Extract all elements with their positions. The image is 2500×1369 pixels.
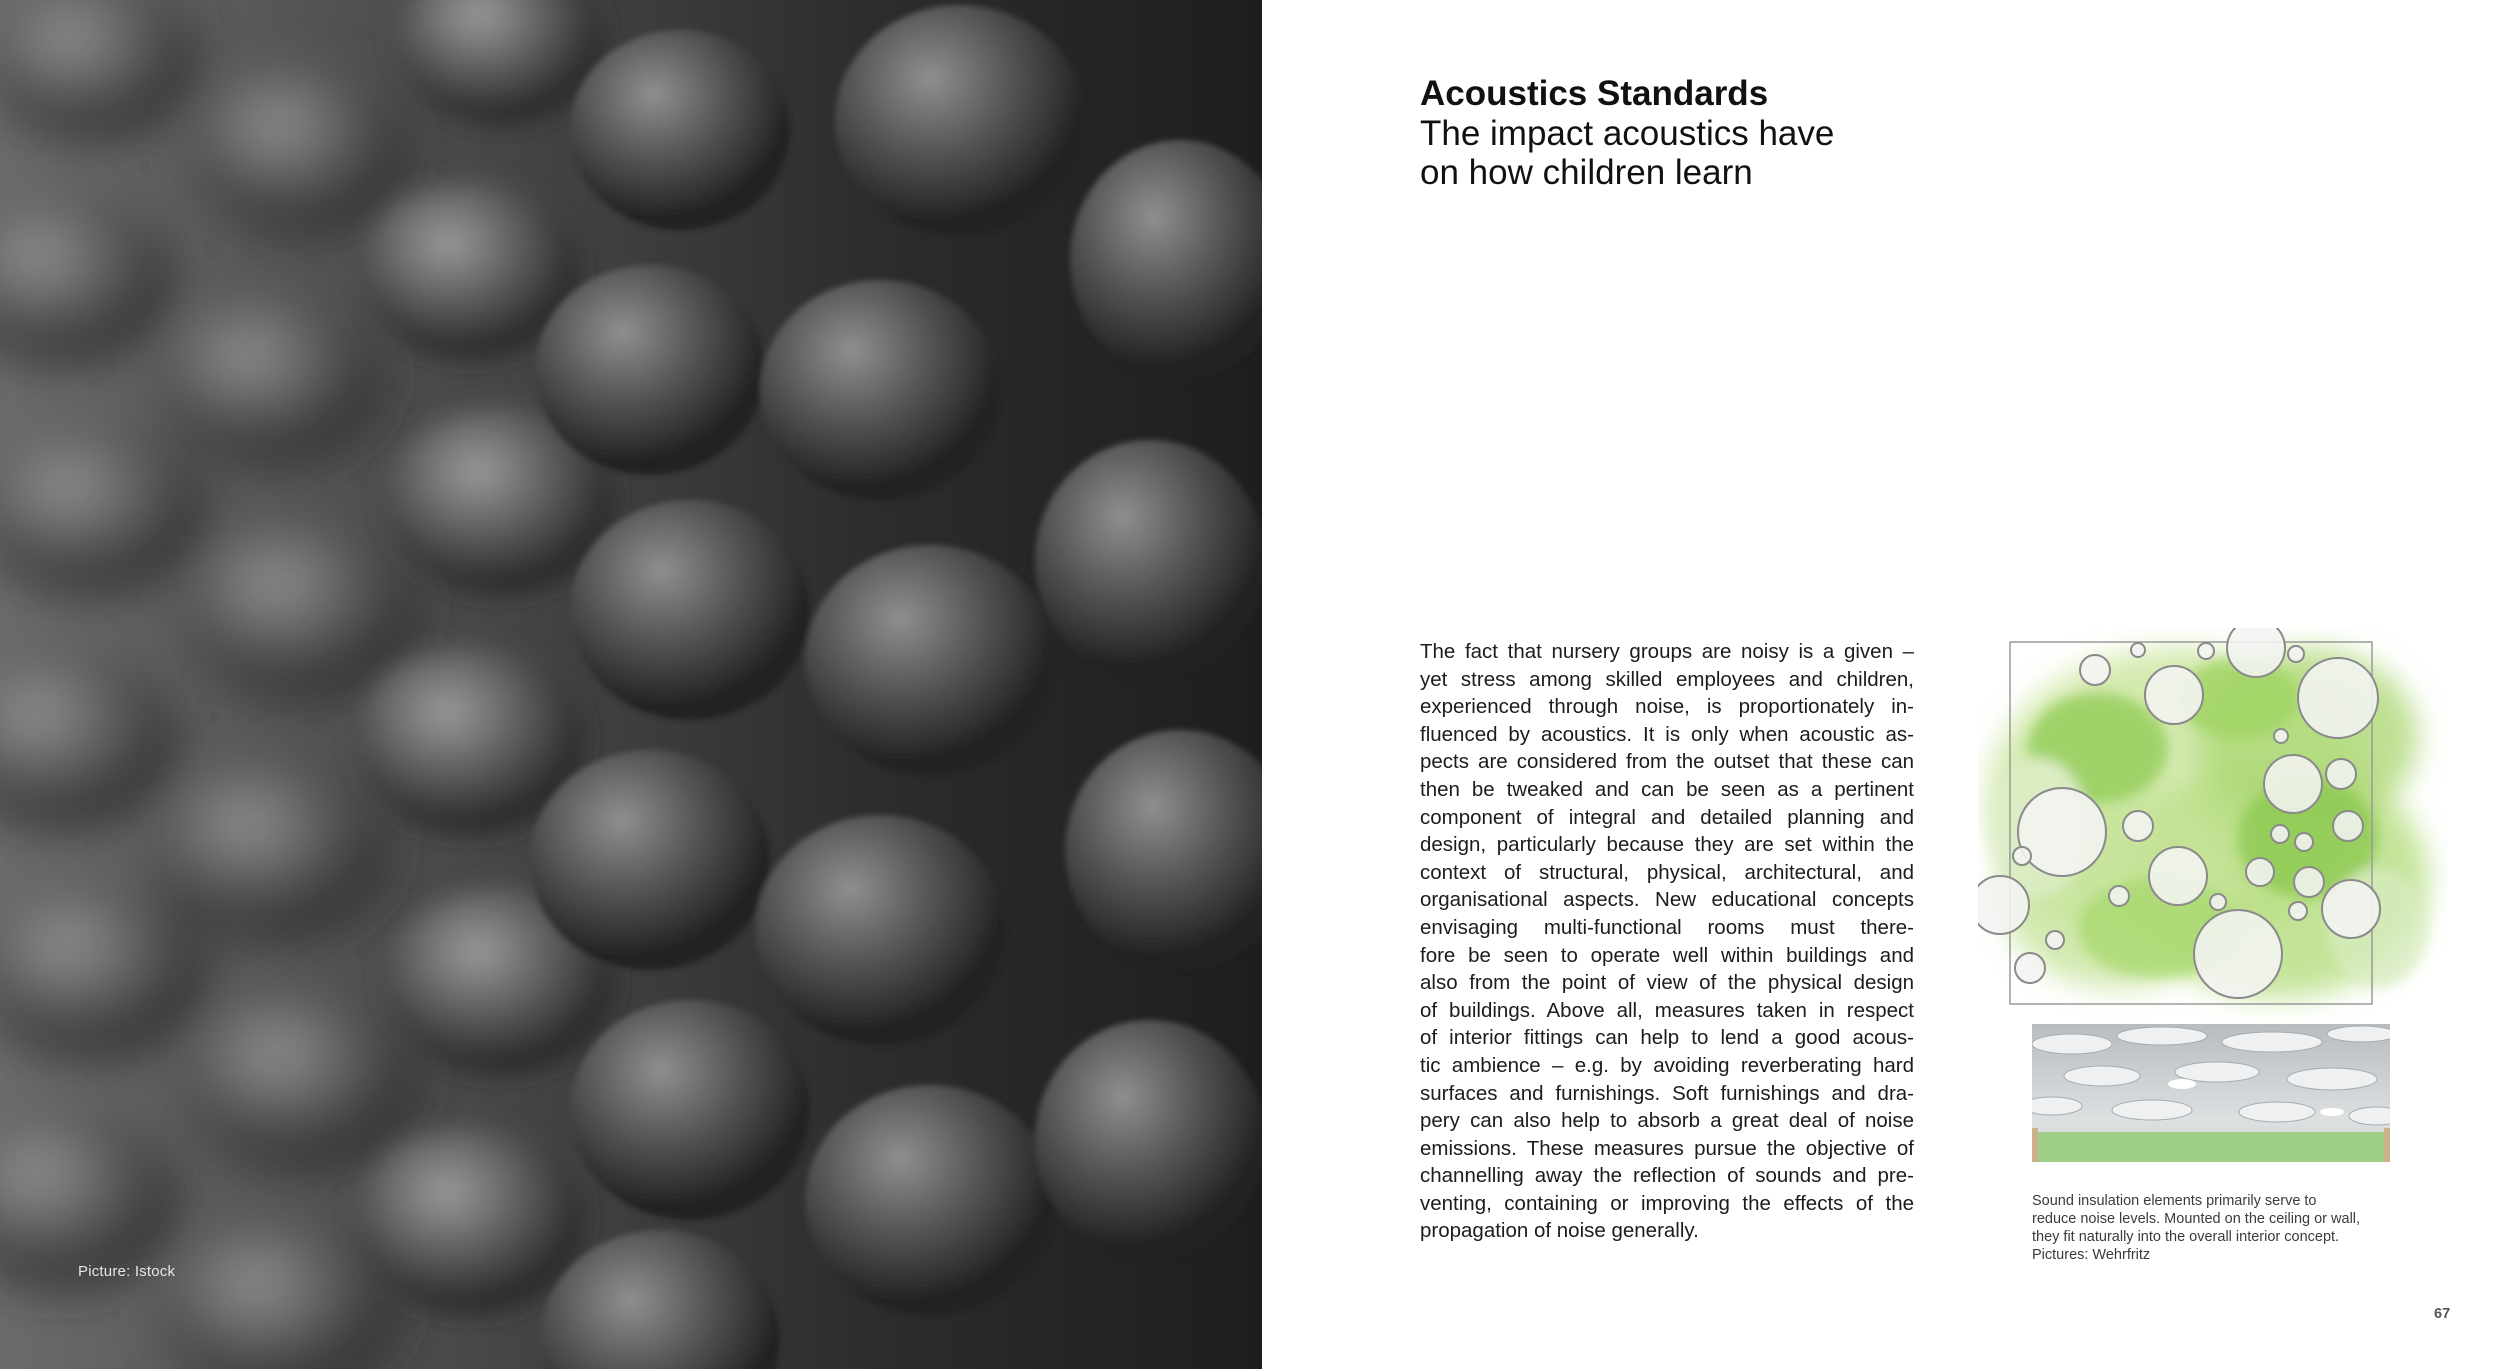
body-line: The fact that nursery groups are noisy is a given –: [1420, 640, 1914, 663]
body-line: fore be seen to operate well within buildings and: [1420, 943, 1914, 967]
caption-credit: Pictures: Wehrfritz: [2032, 1247, 2151, 1263]
body-line: context of structural, physical, architectural, and: [1420, 860, 1914, 884]
sound-panel-figure: [1978, 628, 2448, 1168]
body-line: design, particularly because they are set within the: [1420, 833, 1914, 857]
body-line: also from the point of view of the physical design: [1420, 971, 1914, 995]
body-line: propagation of noise generally.: [1420, 1219, 1699, 1243]
body-line: organisational aspects. New educational concepts: [1420, 888, 1914, 912]
body-line: of interior fittings can help to lend a good acous-: [1420, 1026, 1914, 1050]
caption-line: reduce noise levels. Mounted on the ceiling or wall,: [2032, 1211, 2361, 1227]
sound-panel-illustration: [1978, 628, 2448, 1028]
body-line: tic ambience – e.g. by avoiding reverberating hard: [1420, 1053, 1914, 1077]
page-title: Acoustics Standards: [1420, 74, 1769, 113]
body-paragraph: [1420, 638, 1914, 1245]
body-line: pects are considered from the outset that these can: [1420, 750, 1914, 774]
body-line: yet stress among skilled employees and children,: [1420, 667, 1914, 691]
subtitle-line: The impact acoustics have: [1420, 114, 1835, 153]
photo-credit: Picture: Istock: [78, 1263, 176, 1280]
ceiling-photo: [2032, 1024, 2390, 1162]
body-line: venting, containing or improving the effects of the: [1420, 1191, 1914, 1215]
body-line: pery can also help to absorb a great deal of noise: [1420, 1109, 1914, 1133]
body-line: emissions. These measures pursue the objective of: [1420, 1136, 1914, 1160]
body-line: channelling away the reflection of sounds and pre-: [1420, 1164, 1914, 1188]
ceiling-illustration: [2032, 1024, 2390, 1162]
subtitle-line: on how children learn: [1420, 153, 1753, 192]
body-line: experienced through noise, is proportionately in-: [1420, 695, 1914, 719]
figure-caption: [2032, 1192, 2452, 1264]
body-line: surfaces and furnishings. Soft furnishings and dra-: [1420, 1081, 1914, 1105]
body-line: of buildings. Above all, measures taken in respect: [1420, 998, 1914, 1022]
page-number: 67: [2434, 1306, 2451, 1322]
body-line: fluenced by acoustics. It is only when acoustic as-: [1420, 722, 1914, 746]
caption-line: Sound insulation elements primarily serve to: [2032, 1193, 2317, 1209]
page-subtitle: [1420, 114, 2120, 192]
body-line: envisaging multi-functional rooms must there-: [1420, 915, 1914, 939]
caption-line: they fit naturally into the overall interior concept.: [2032, 1229, 2340, 1245]
heading: [1420, 74, 2120, 192]
body-line: component of integral and detailed planning and: [1420, 805, 1914, 829]
body-line: then be tweaked and can be seen as a pertinent: [1420, 777, 1914, 801]
